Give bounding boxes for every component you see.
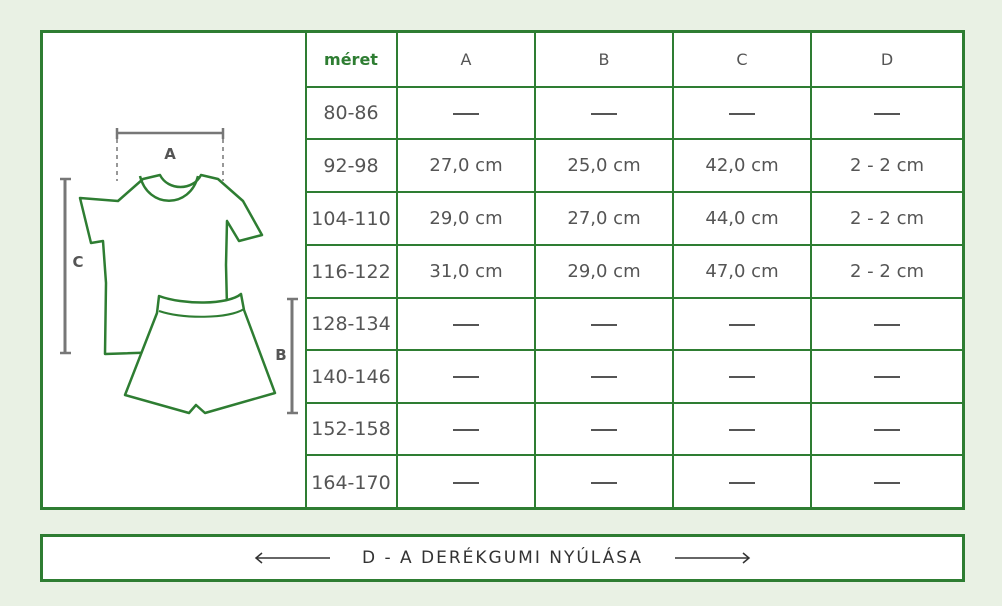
dash-icon (453, 429, 479, 431)
empty-value-dash (535, 455, 673, 509)
size-cell: 92-98 (306, 139, 397, 192)
table-row (306, 455, 962, 509)
empty-value-dash (535, 350, 673, 403)
size-cell: 116-122 (306, 245, 397, 298)
header-c: C (673, 33, 811, 87)
dash-icon (729, 113, 755, 115)
empty-value-dash (811, 455, 962, 509)
measure-cell: 29,0 cm (535, 245, 673, 298)
dash-icon (729, 376, 755, 378)
size-cell: 128-134 (306, 298, 397, 350)
dash-icon (874, 429, 900, 431)
empty-value-dash (673, 87, 811, 139)
measure-cell: 31,0 cm (397, 245, 535, 298)
empty-value-dash (673, 298, 811, 350)
measure-cell: 27,0 cm (535, 192, 673, 245)
dash-icon (591, 376, 617, 378)
measure-cell: 25,0 cm (535, 139, 673, 192)
footer-text: D - A DERÉKGUMI NYÚLÁSA (361, 548, 644, 568)
measure-cell: 2 - 2 cm (811, 192, 962, 245)
dash-icon (591, 324, 617, 326)
label-c: C (72, 253, 84, 271)
left-arrow-icon (254, 552, 332, 564)
measure-cell: 42,0 cm (673, 139, 811, 192)
empty-value-dash (811, 298, 962, 350)
shirt-collar (140, 176, 198, 201)
table-row (306, 245, 962, 298)
dash-icon (874, 324, 900, 326)
dash-icon (874, 113, 900, 115)
dash-icon (453, 376, 479, 378)
measure-cell: 44,0 cm (673, 192, 811, 245)
dash-icon (729, 324, 755, 326)
size-table (306, 33, 962, 509)
header-d: D (811, 33, 962, 87)
empty-value-dash (811, 350, 962, 403)
empty-value-dash (535, 403, 673, 455)
table-row (306, 403, 962, 455)
table-row (306, 298, 962, 350)
right-arrow-icon (673, 552, 751, 564)
dash-icon (874, 482, 900, 484)
garment-illustration (43, 33, 307, 507)
empty-value-dash (397, 350, 535, 403)
empty-value-dash (673, 403, 811, 455)
pajama-drawing (43, 33, 305, 507)
empty-value-dash (673, 455, 811, 509)
table-row (306, 192, 962, 245)
table-row (306, 139, 962, 192)
table-row (306, 350, 962, 403)
label-b: B (275, 346, 287, 364)
dash-icon (729, 482, 755, 484)
dash-icon (453, 482, 479, 484)
measure-cell: 27,0 cm (397, 139, 535, 192)
shorts-outline (125, 294, 275, 413)
dash-icon (591, 113, 617, 115)
dash-icon (453, 324, 479, 326)
table-row (306, 87, 962, 139)
size-chart-frame (40, 30, 965, 510)
footer-note (40, 534, 965, 582)
size-cell: 80-86 (306, 87, 397, 139)
empty-value-dash (397, 403, 535, 455)
table-header-row (306, 33, 962, 87)
size-cell: 152-158 (306, 403, 397, 455)
label-a: A (164, 145, 176, 163)
header-size: méret (306, 33, 397, 87)
header-a: A (397, 33, 535, 87)
empty-value-dash (811, 87, 962, 139)
size-cell: 140-146 (306, 350, 397, 403)
dash-icon (591, 482, 617, 484)
measure-cell: 2 - 2 cm (811, 139, 962, 192)
empty-value-dash (673, 350, 811, 403)
size-cell: 164-170 (306, 455, 397, 509)
empty-value-dash (397, 298, 535, 350)
measure-cell: 29,0 cm (397, 192, 535, 245)
measure-cell: 47,0 cm (673, 245, 811, 298)
empty-value-dash (811, 403, 962, 455)
dash-icon (453, 113, 479, 115)
header-b: B (535, 33, 673, 87)
dash-icon (729, 429, 755, 431)
dash-icon (591, 429, 617, 431)
dash-icon (874, 376, 900, 378)
measure-cell: 2 - 2 cm (811, 245, 962, 298)
empty-value-dash (535, 298, 673, 350)
empty-value-dash (397, 455, 535, 509)
empty-value-dash (397, 87, 535, 139)
empty-value-dash (535, 87, 673, 139)
table-body (306, 87, 962, 509)
size-cell: 104-110 (306, 192, 397, 245)
